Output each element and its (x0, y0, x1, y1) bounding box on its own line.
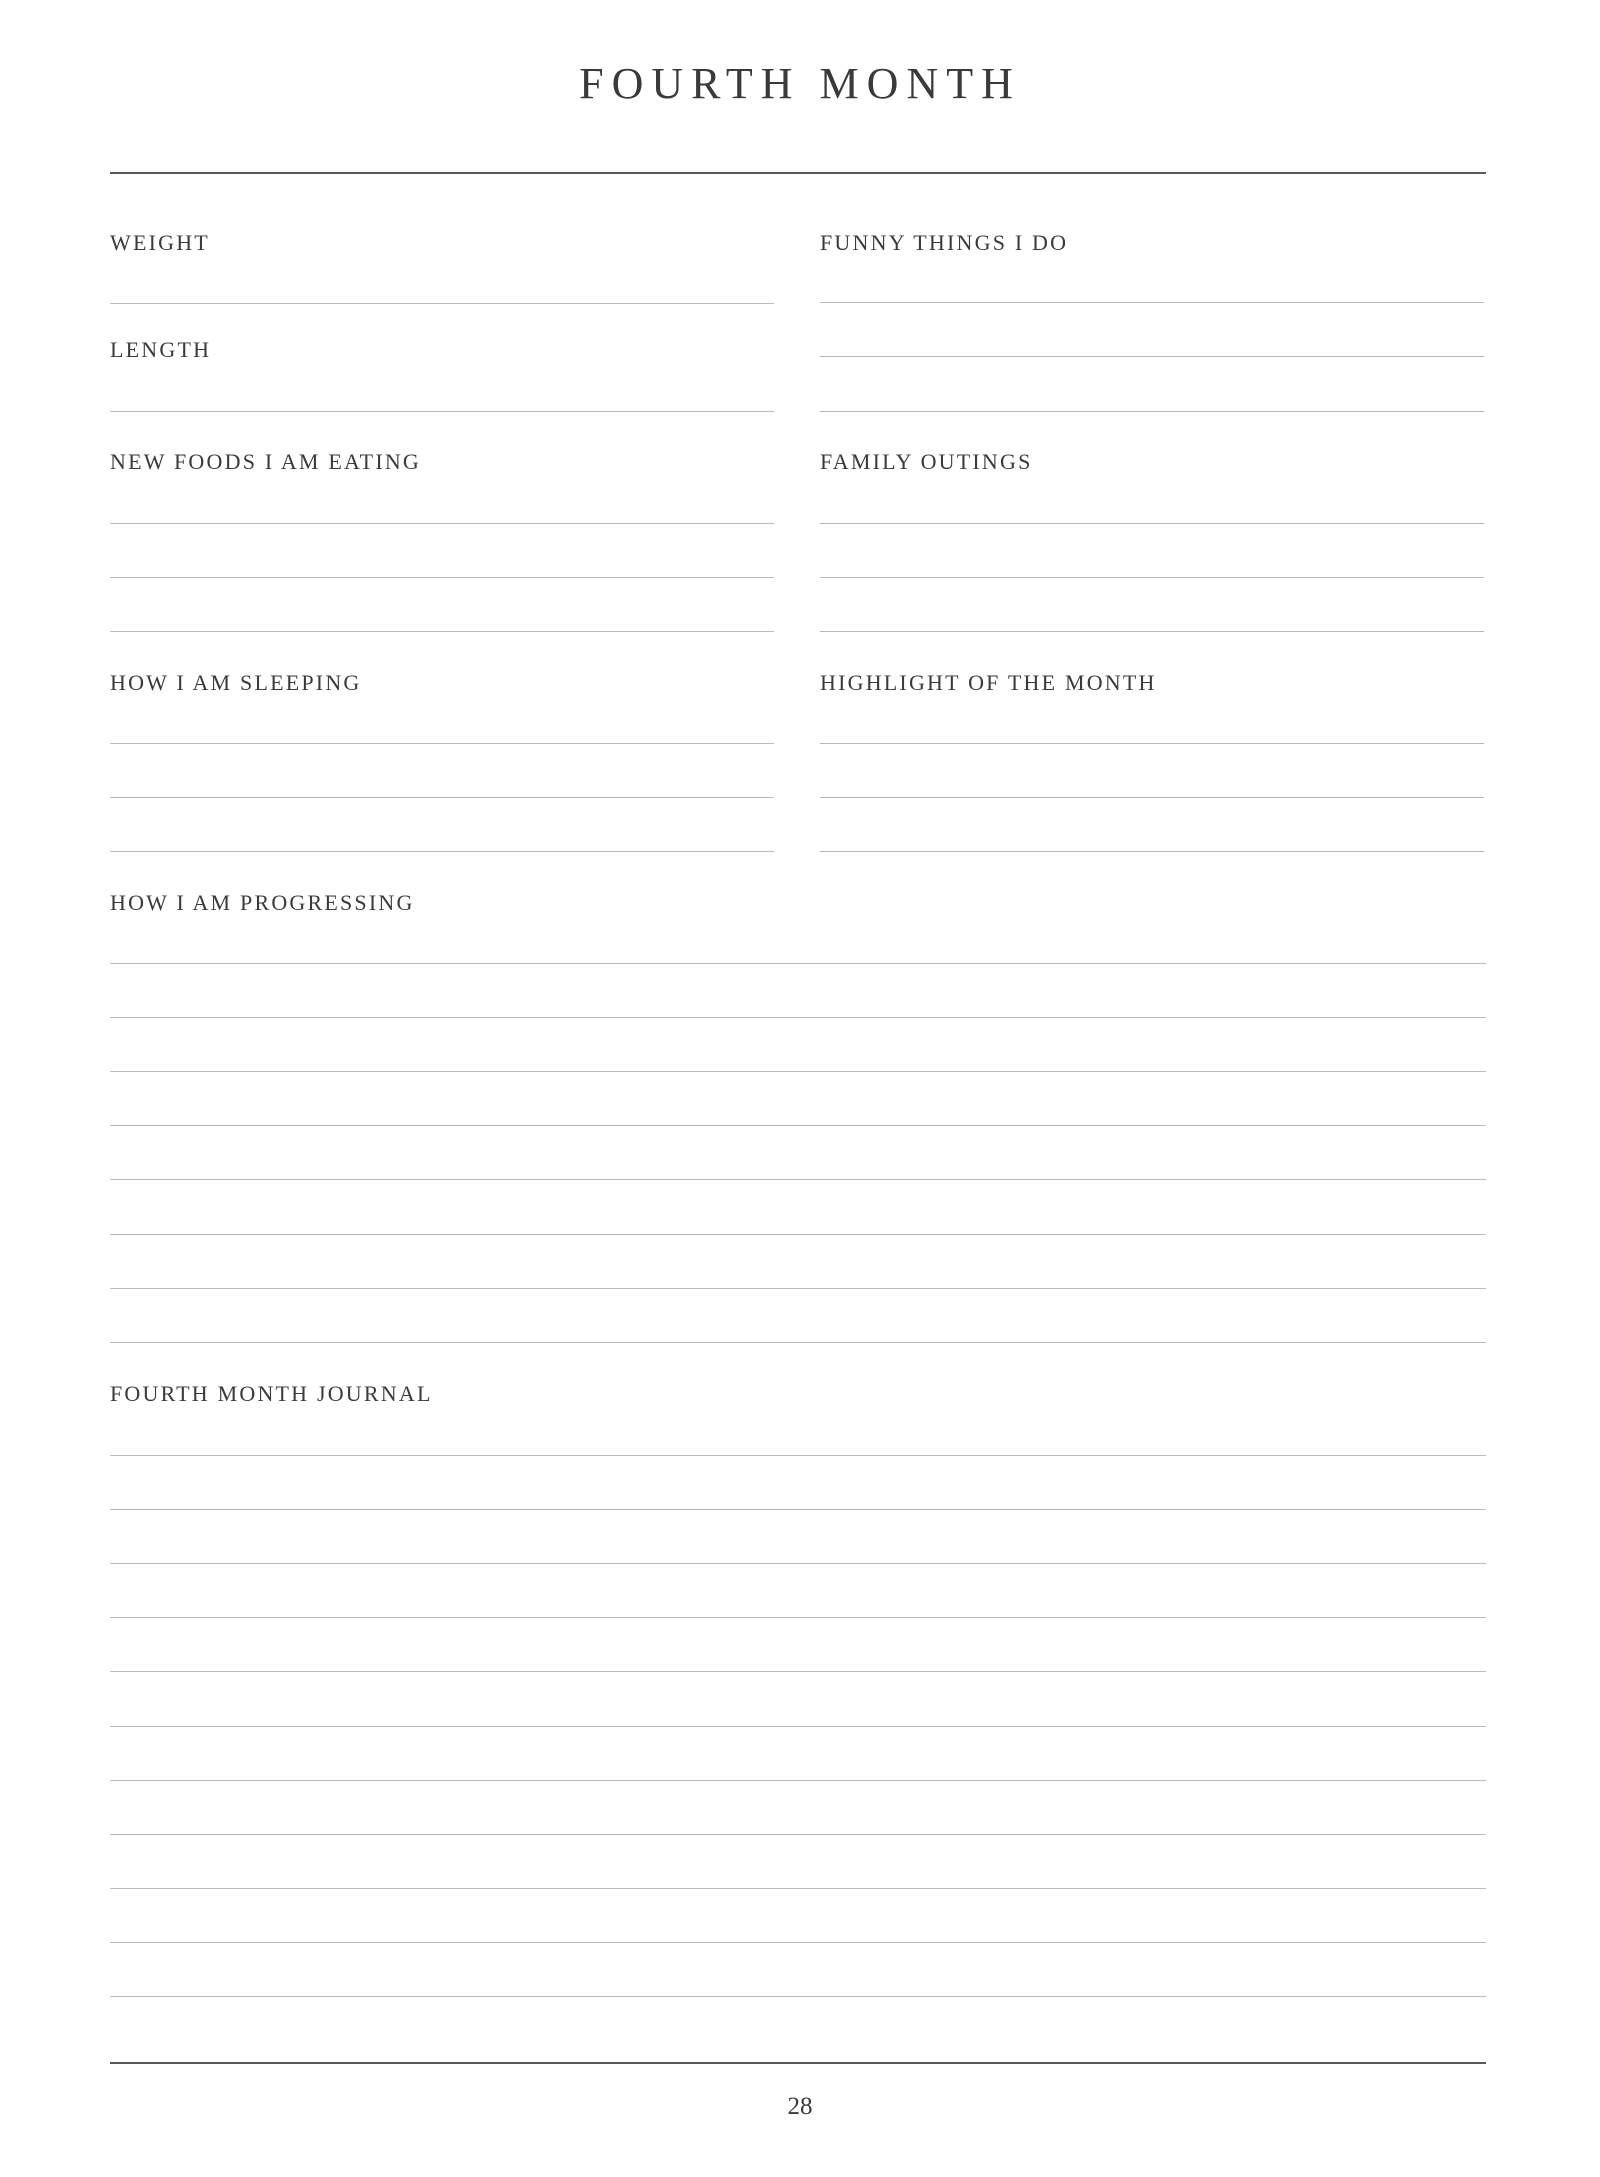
highlight-label: HIGHLIGHT OF THE MONTH (820, 670, 1157, 695)
progressing-line-8[interactable] (110, 1342, 1486, 1343)
journal-line-11[interactable] (110, 1996, 1486, 1997)
weight-line[interactable] (110, 303, 774, 304)
progressing-line-4[interactable] (110, 1125, 1486, 1126)
length-line[interactable] (110, 411, 774, 412)
progressing-line-5[interactable] (110, 1179, 1486, 1180)
family-outings-line-1[interactable] (820, 523, 1484, 524)
funny-things-label: FUNNY THINGS I DO (820, 230, 1069, 255)
journal-line-5[interactable] (110, 1671, 1486, 1672)
family-outings-line-3[interactable] (820, 631, 1484, 632)
sleeping-line-3[interactable] (110, 851, 774, 852)
journal-line-8[interactable] (110, 1834, 1486, 1835)
journal-line-7[interactable] (110, 1780, 1486, 1781)
header-rule (110, 172, 1486, 174)
journal-line-4[interactable] (110, 1617, 1486, 1618)
journal-line-10[interactable] (110, 1942, 1486, 1943)
progressing-line-7[interactable] (110, 1288, 1486, 1289)
new-foods-line-2[interactable] (110, 577, 774, 578)
journal-line-6[interactable] (110, 1726, 1486, 1727)
new-foods-label: NEW FOODS I AM EATING (110, 449, 422, 474)
new-foods-line-3[interactable] (110, 631, 774, 632)
page-title: FOURTH MONTH (579, 59, 1021, 108)
sleeping-label: HOW I AM SLEEPING (110, 670, 362, 695)
journal-line-3[interactable] (110, 1563, 1486, 1564)
footer-rule (110, 2062, 1486, 2064)
weight-label: WEIGHT (110, 230, 210, 255)
length-label: LENGTH (110, 337, 212, 362)
highlight-line-2[interactable] (820, 797, 1484, 798)
funny-things-line-2[interactable] (820, 356, 1484, 357)
progressing-line-6[interactable] (110, 1234, 1486, 1235)
journal-line-9[interactable] (110, 1888, 1486, 1889)
family-outings-line-2[interactable] (820, 577, 1484, 578)
journal-line-1[interactable] (110, 1455, 1486, 1456)
new-foods-line-1[interactable] (110, 523, 774, 524)
progressing-line-1[interactable] (110, 963, 1486, 964)
funny-things-line-3[interactable] (820, 411, 1484, 412)
progressing-line-3[interactable] (110, 1071, 1486, 1072)
funny-things-line-1[interactable] (820, 302, 1484, 303)
progressing-line-2[interactable] (110, 1017, 1486, 1018)
journal-label: FOURTH MONTH JOURNAL (110, 1381, 433, 1406)
sleeping-line-2[interactable] (110, 797, 774, 798)
journal-line-2[interactable] (110, 1509, 1486, 1510)
sleeping-line-1[interactable] (110, 743, 774, 744)
progressing-label: HOW I AM PROGRESSING (110, 890, 415, 915)
page-number: 28 (787, 2093, 813, 2120)
highlight-line-3[interactable] (820, 851, 1484, 852)
family-outings-label: FAMILY OUTINGS (820, 449, 1033, 474)
highlight-line-1[interactable] (820, 743, 1484, 744)
